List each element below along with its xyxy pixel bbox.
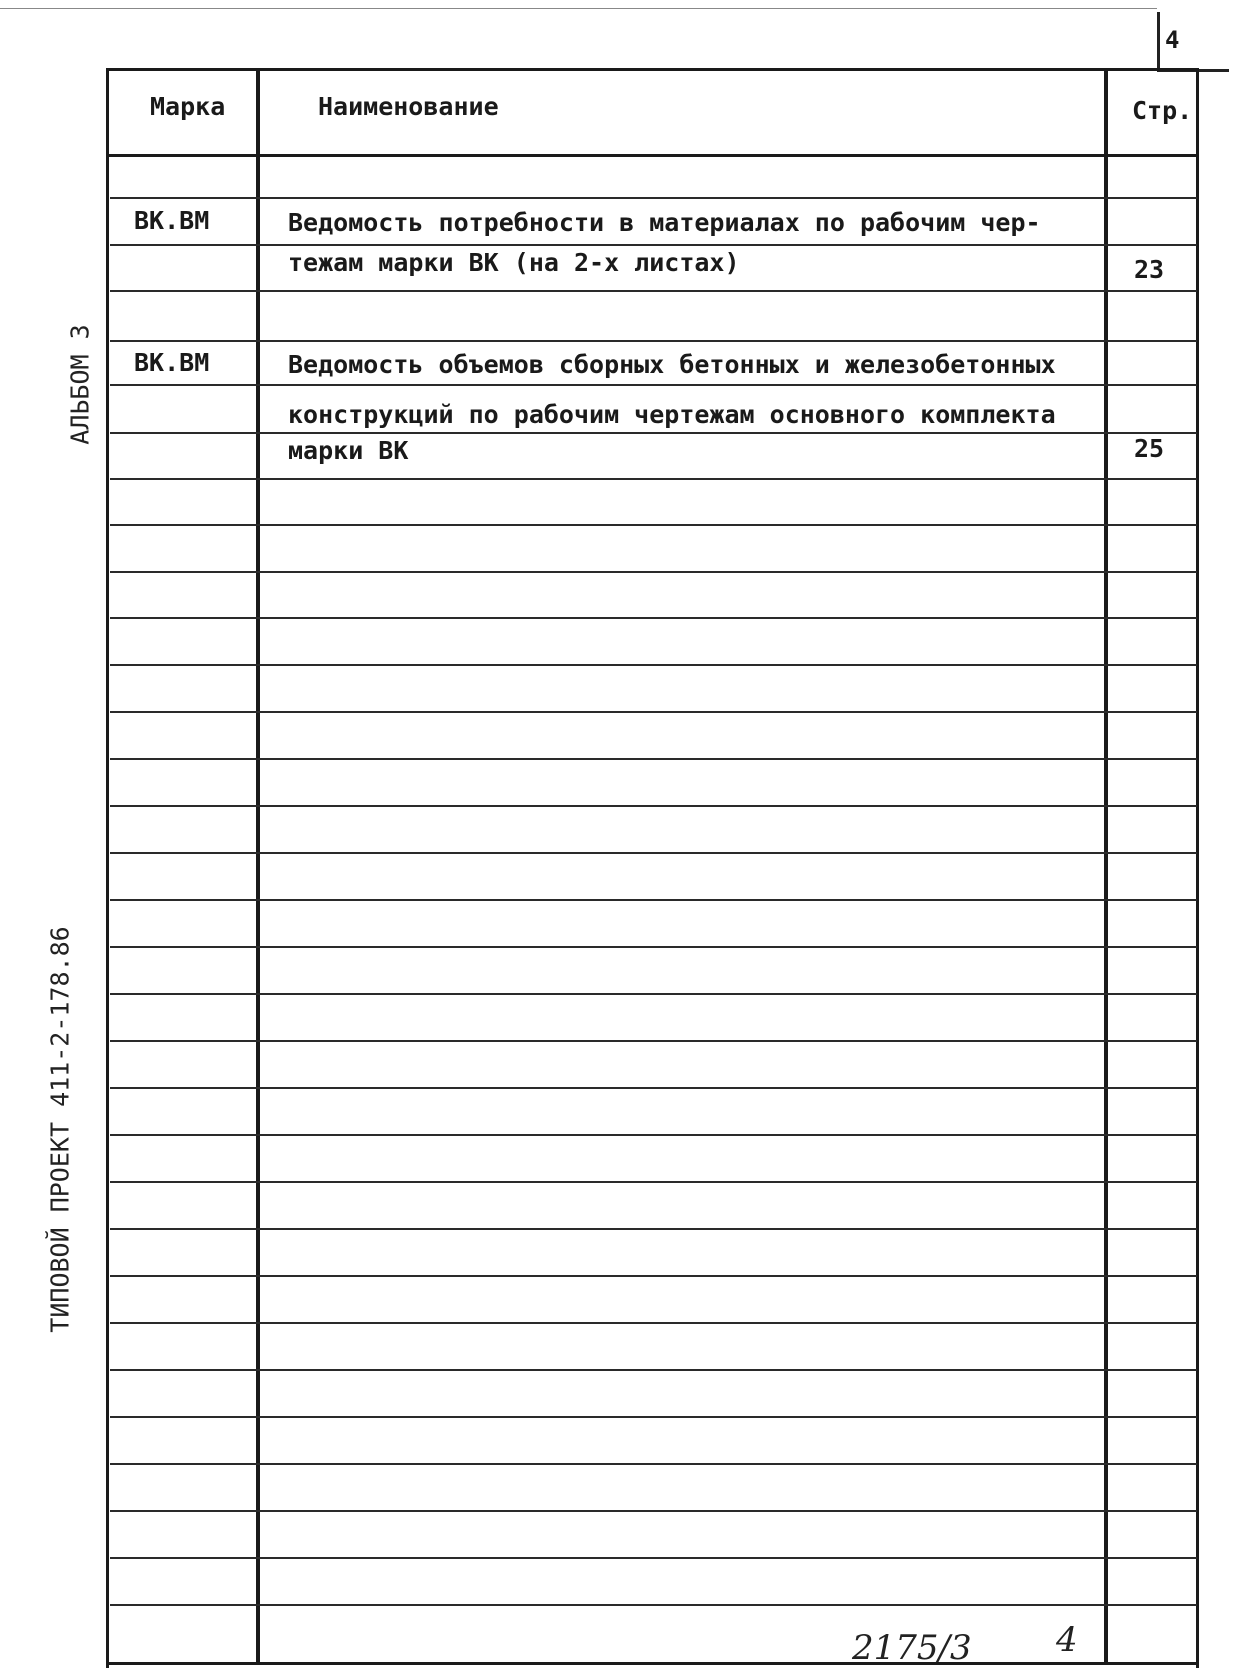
row-rule	[110, 571, 1197, 573]
header-bottom-line	[106, 154, 1199, 157]
row2-name-line2: конструкций по рабочим чертежам основного комплекта	[288, 400, 1056, 429]
col-sep-mark	[256, 68, 260, 1665]
top-border-line	[0, 8, 1157, 9]
frame-right	[1196, 68, 1199, 1668]
page-number: 4	[1165, 26, 1180, 54]
row-rule	[110, 1181, 1197, 1183]
row-rule	[110, 1463, 1197, 1465]
row2-page: 25	[1134, 434, 1165, 463]
header-page: Стр.	[1132, 96, 1193, 125]
row-rule	[110, 478, 1197, 480]
row-rule	[110, 946, 1197, 948]
row2-mark: ВК.ВМ	[134, 348, 210, 377]
row-rule	[110, 524, 1197, 526]
row2-name-line3: марки ВК	[288, 436, 409, 465]
footer-sheet-number: 4	[1056, 1620, 1078, 1660]
project-label: ТИПОВОЙ ПРОЕКТ 411-2-178.86	[45, 926, 75, 1333]
row2-name-line1: Ведомость объемов сборных бетонных и железобетонных	[288, 350, 1056, 379]
row-rule	[110, 805, 1197, 807]
row-rule	[110, 340, 1197, 342]
row-rule	[110, 1275, 1197, 1277]
row-rule	[110, 711, 1197, 713]
row-rule	[110, 432, 1197, 434]
row-rule	[110, 1369, 1197, 1371]
row-rule	[110, 1416, 1197, 1418]
row-rule	[110, 1604, 1197, 1606]
row1-name-line2: тежам марки ВК (на 2-х листах)	[288, 248, 740, 277]
row-rule	[110, 1510, 1197, 1512]
frame-left	[106, 68, 109, 1668]
row-rule	[110, 852, 1197, 854]
col-sep-page	[1104, 68, 1108, 1665]
header-name: Наименование	[318, 92, 499, 121]
row-rule	[110, 384, 1197, 386]
row-rule	[110, 664, 1197, 666]
row-rule	[110, 1228, 1197, 1230]
row-rule	[110, 1557, 1197, 1559]
row-rule	[110, 197, 1197, 199]
row-rule	[110, 1087, 1197, 1089]
header-mark: Марка	[150, 92, 226, 121]
row-rule	[110, 244, 1197, 246]
row-rule	[110, 1322, 1197, 1324]
album-label: АЛЬБОМ 3	[65, 324, 95, 445]
row1-name-line1: Ведомость потребности в материалах по рабочим чер-	[288, 208, 1041, 237]
row1-mark: ВК.ВМ	[134, 206, 210, 235]
row1-page: 23	[1134, 255, 1165, 284]
row-rule	[110, 617, 1197, 619]
frame-bottom	[106, 1662, 1199, 1665]
row-rule	[110, 993, 1197, 995]
row-rule	[110, 758, 1197, 760]
row-rule	[110, 1134, 1197, 1136]
row-rule	[110, 899, 1197, 901]
row-rule	[110, 1040, 1197, 1042]
row-rule	[110, 290, 1197, 292]
footer-doc-number: 2175/3	[852, 1628, 972, 1668]
frame-top	[106, 68, 1199, 71]
